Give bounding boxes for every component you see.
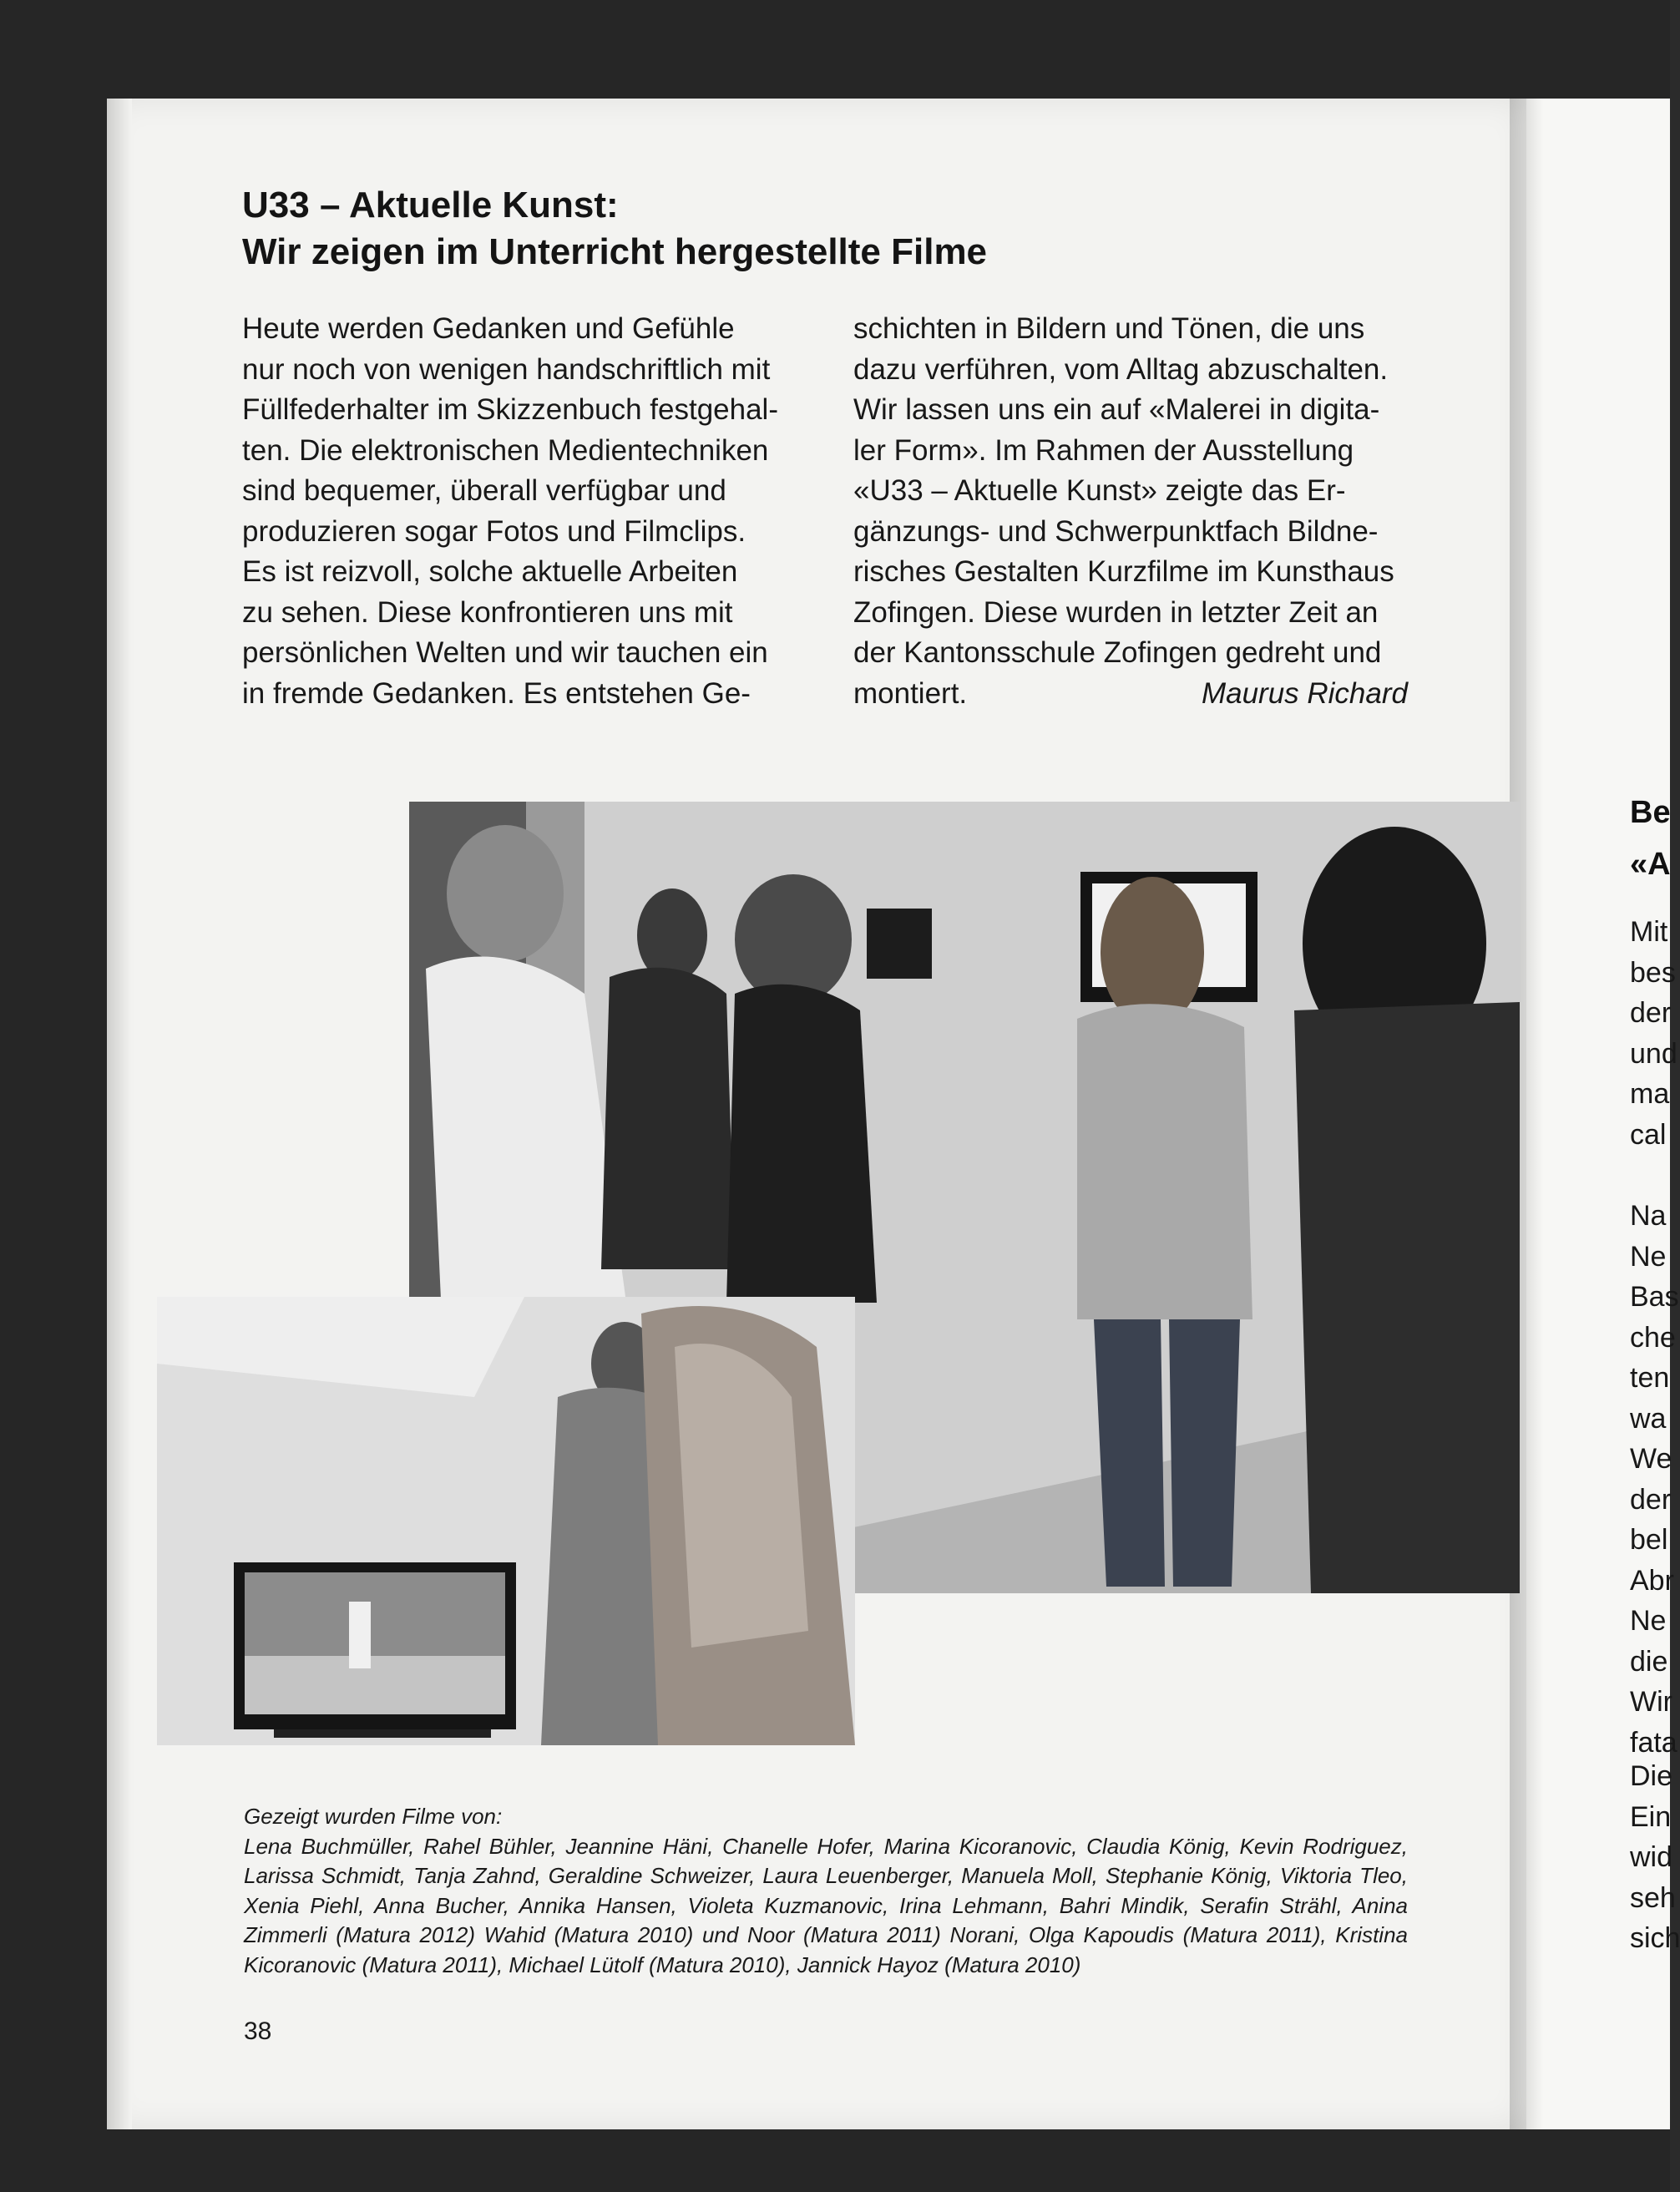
text-line: Es ist reizvoll, solche aktuelle Arbeiten xyxy=(242,555,738,588)
text-line: Ne xyxy=(1630,1240,1667,1273)
page-edge-shadow xyxy=(107,99,132,2129)
text-line: Die xyxy=(1630,1760,1673,1792)
text-line: der xyxy=(1630,997,1672,1029)
right-page-paragraph-1 xyxy=(1630,912,1677,1155)
author-signature: Maurus Richard xyxy=(1201,676,1408,710)
text-line: Na xyxy=(1630,1200,1667,1232)
text-line: sich xyxy=(1630,1922,1680,1954)
text-line: seh xyxy=(1630,1881,1676,1914)
text-line: Mit xyxy=(1630,916,1668,948)
right-heading-line: «A xyxy=(1630,847,1671,882)
text-line-final xyxy=(853,674,1408,715)
text-line: schichten in Bildern und Tönen, die uns xyxy=(853,312,1365,345)
text-line: der xyxy=(1630,1483,1672,1516)
text-line: zu sehen. Diese konfrontieren uns mit xyxy=(242,595,733,629)
photo-caption xyxy=(244,1802,1408,1980)
text-line: der Kantonsschule Zofingen gedreht und xyxy=(853,636,1382,669)
text-line: ten. Die elektronischen Medientechniken xyxy=(242,433,769,467)
text-line: die xyxy=(1630,1645,1668,1678)
text-line: wa xyxy=(1630,1402,1667,1435)
text-line: che xyxy=(1630,1321,1676,1354)
text-line: Füllfederhalter im Skizzenbuch festgehal- xyxy=(242,393,778,426)
text-line: persönlichen Welten und wir tauchen ein xyxy=(242,636,768,669)
text-line: bel xyxy=(1630,1524,1668,1556)
right-page-paragraph-2 xyxy=(1630,1196,1679,1763)
text-line: in fremde Gedanken. Es entstehen Ge- xyxy=(242,676,751,710)
exhibition-photo-bottom-image xyxy=(157,1297,855,1745)
text-line: Ein xyxy=(1630,1800,1672,1833)
caption-names: Lena Buchmüller, Rahel Bühler, Jeannine Häni, Chanelle Hofer, Marina Kicoranovic, Claudia König, Kevin Rodriguez, Larissa Schmidt, Tanja Zahnd, Geraldine Schweizer, Laura Leuenberger, Manuela Moll, Stephanie König, Viktoria Tleo, Xenia Piehl, Anna Bucher, Annika Hansen, Violeta Kuzmanovic, Irina Lehmann, Bahri Mindik, Serafin Strähl, Anina Zimmerli (Matura 2012) Wahid (Matura 2010) und Noor (Matura 2011) Norani, Olga Kapoudis (Matura 2011), Kristina Kicoranovic (Matura 2011), Michael Lütolf (Matura 2010), Jannick Hayoz (Matura 2010) xyxy=(244,1833,1408,1977)
right-page-paragraph-3 xyxy=(1630,1756,1680,1959)
text-line: Zofingen. Diese wurden in letzter Zeit an xyxy=(853,595,1379,629)
right-heading-line: Be xyxy=(1630,795,1671,830)
text-line: fata xyxy=(1630,1726,1677,1759)
text-line: dazu verführen, vom Alltag abzuschalten. xyxy=(853,352,1389,386)
text-line: «U33 – Aktuelle Kunst» zeigte das Er- xyxy=(853,474,1346,507)
text-line: Ne xyxy=(1630,1605,1667,1637)
text-line: wid xyxy=(1630,1841,1673,1873)
text-line-end: montiert. xyxy=(853,676,968,710)
headline-line-1: U33 – Aktuelle Kunst: xyxy=(242,185,619,225)
text-line: nur noch von wenigen handschriftlich mit xyxy=(242,352,771,386)
text-line: Wir xyxy=(1630,1686,1672,1718)
text-line: gänzungs- und Schwerpunktfach Bildne- xyxy=(853,514,1379,548)
exhibition-photo-bottom xyxy=(157,1297,855,1745)
caption-intro: Gezeigt wurden Filme von: xyxy=(244,1804,503,1829)
right-page-heading xyxy=(1630,787,1670,890)
headline-line-2: Wir zeigen im Unterricht hergestellte Filme xyxy=(242,231,988,272)
text-line: risches Gestalten Kurzfilme im Kunsthaus xyxy=(853,555,1394,588)
body-column-left xyxy=(242,309,797,714)
body-column-right xyxy=(853,309,1408,714)
text-line: ma xyxy=(1630,1078,1670,1110)
text-line: Bas xyxy=(1630,1281,1679,1313)
page-number: 38 xyxy=(244,2017,272,2045)
article-headline xyxy=(242,182,987,276)
text-line: Wir lassen uns ein auf «Malerei in digita- xyxy=(853,393,1380,426)
text-line: ler Form». Im Rahmen der Ausstellung xyxy=(853,433,1354,467)
text-line: Heute werden Gedanken und Gefühle xyxy=(242,312,735,345)
text-line: We xyxy=(1630,1443,1672,1475)
text-line: und xyxy=(1630,1037,1677,1070)
text-line: Abr xyxy=(1630,1564,1674,1597)
text-line: cal xyxy=(1630,1118,1667,1151)
text-line: sind bequemer, überall verfügbar und xyxy=(242,474,726,507)
text-line: produzieren sogar Fotos und Filmclips. xyxy=(242,514,746,548)
text-line: ten xyxy=(1630,1362,1670,1394)
text-line: bes xyxy=(1630,956,1676,989)
